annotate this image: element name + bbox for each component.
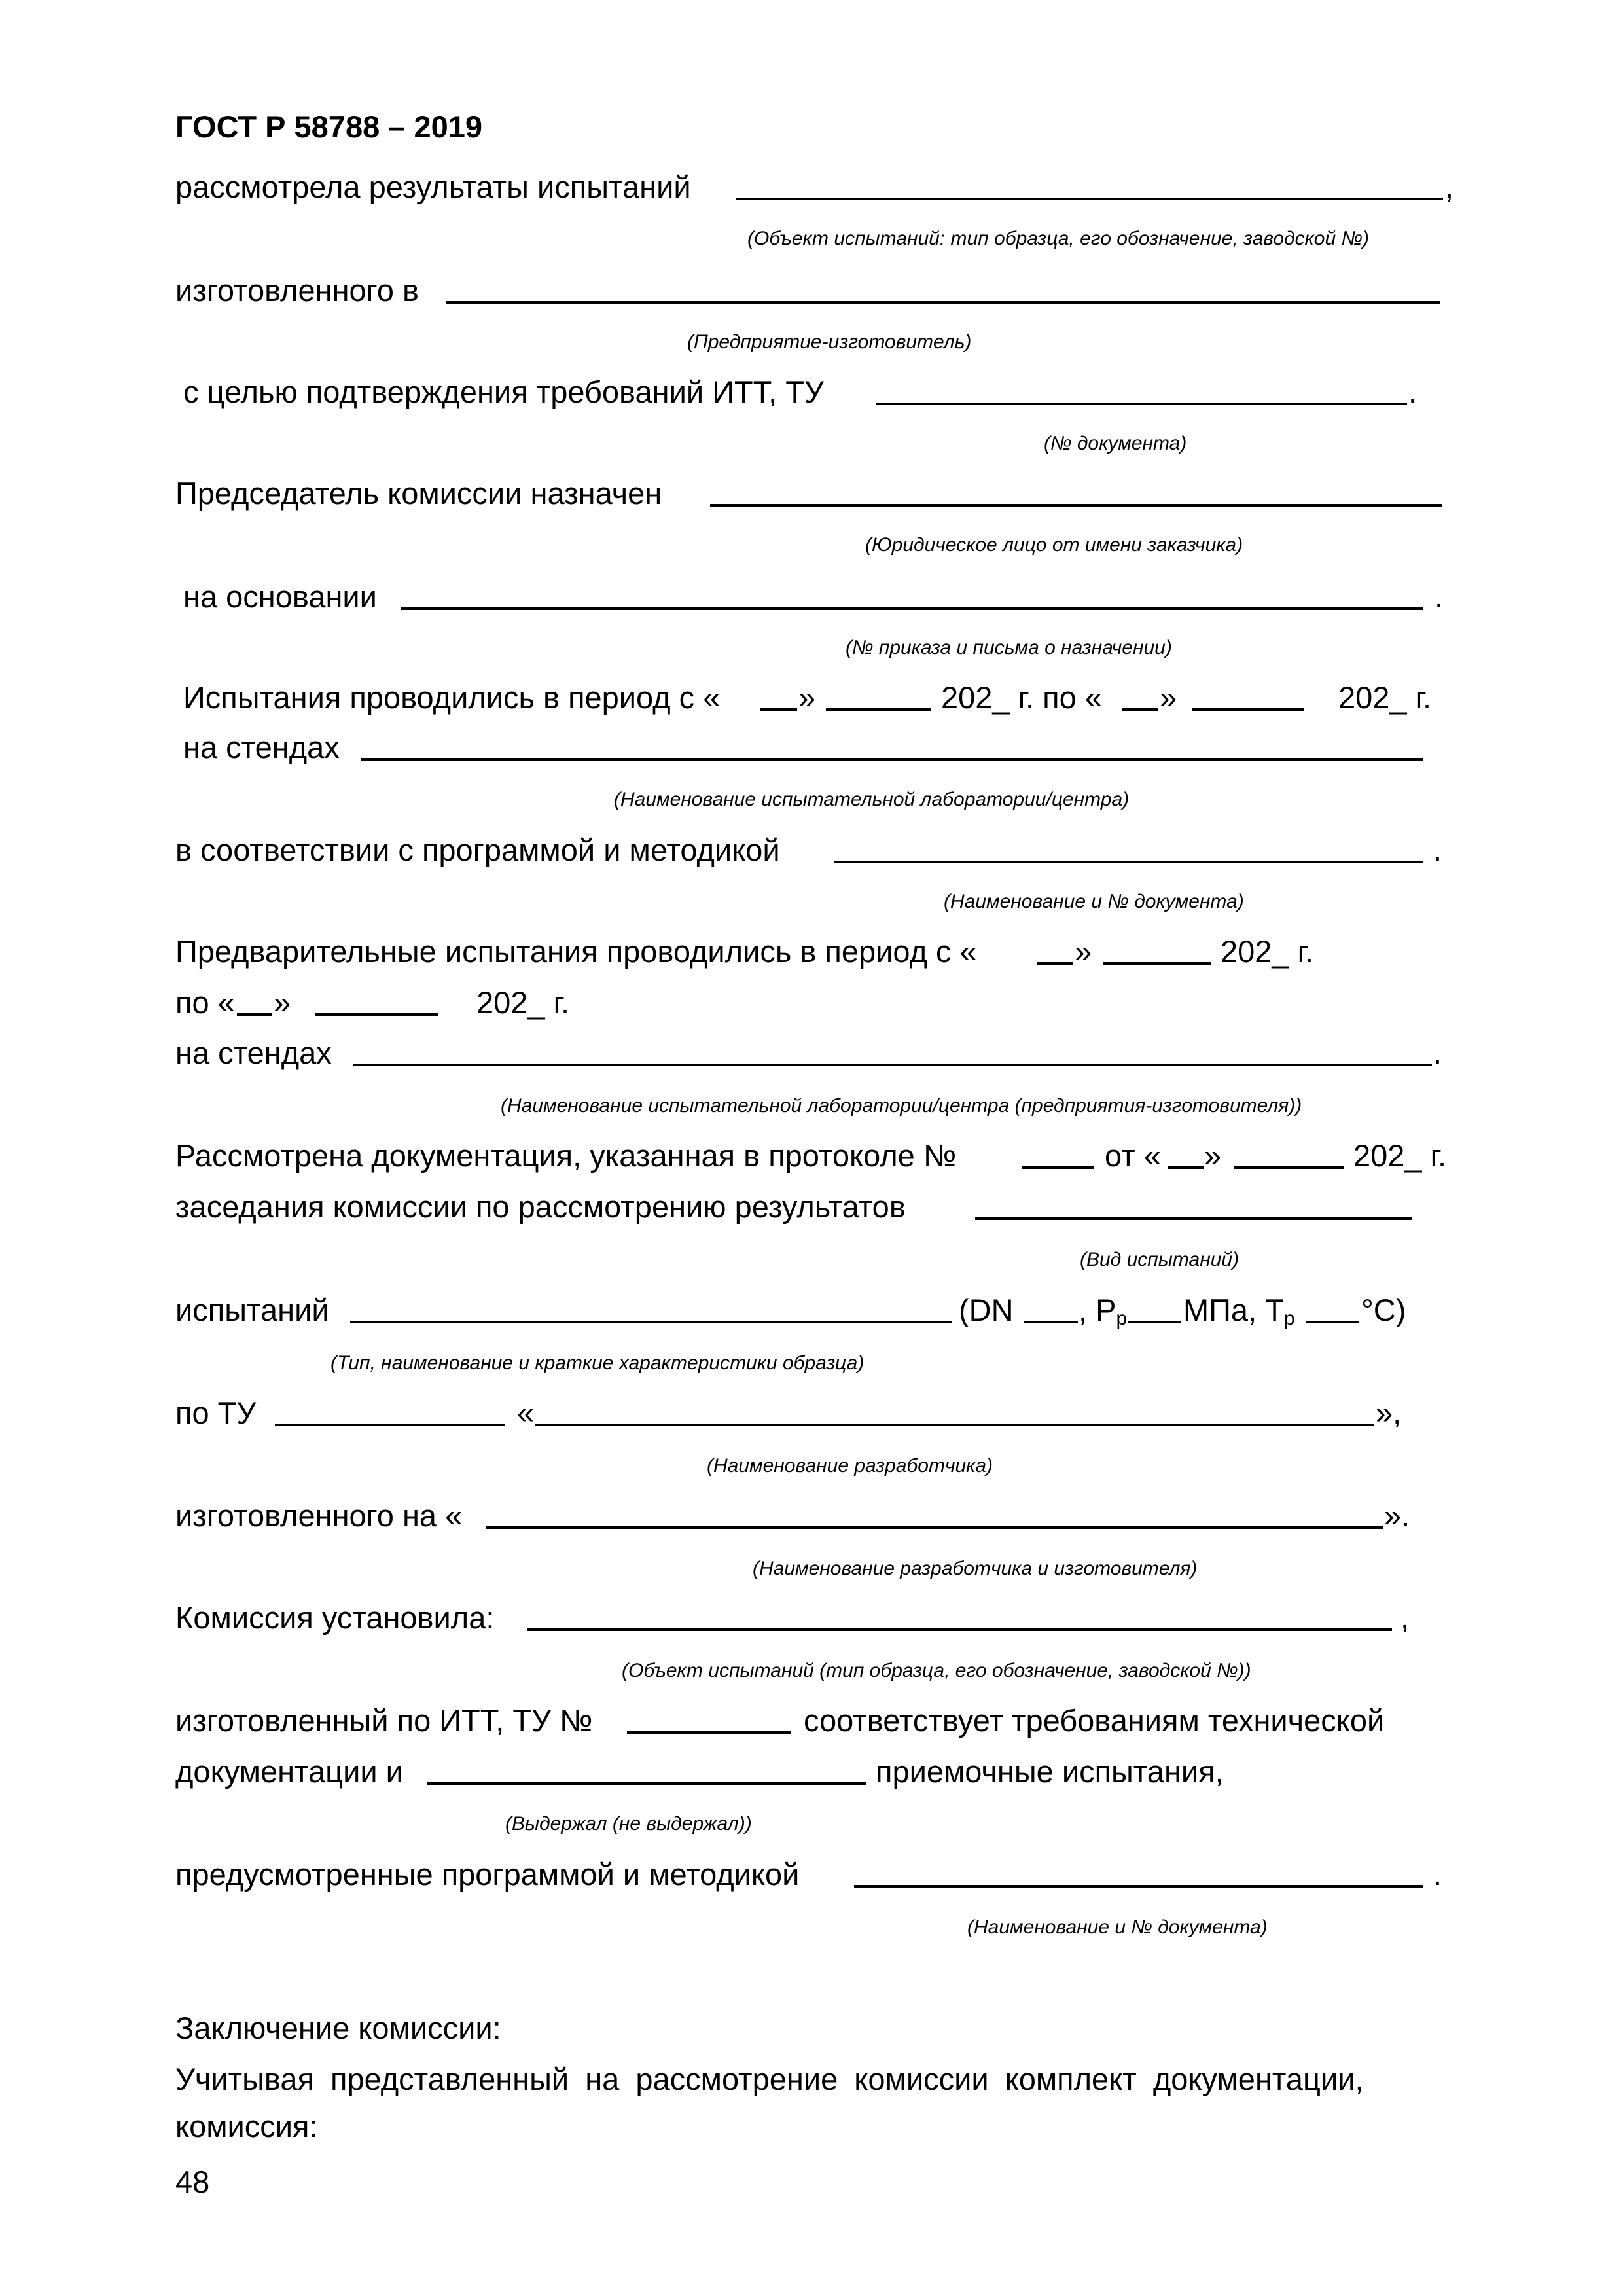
line-tu-quote-close: », [1376, 1395, 1402, 1430]
line-program: в соответствии с программой и методикой [175, 833, 780, 867]
blank-protocol-number[interactable] [1022, 1166, 1094, 1169]
conclusion-heading: Заключение комиссии: [175, 2011, 501, 2045]
line-tests-p [1079, 1295, 1127, 1329]
blank-test-type[interactable] [975, 1217, 1412, 1220]
line-documentation-and: документации и [175, 1754, 403, 1789]
blank-test-end-month[interactable] [1192, 708, 1304, 711]
blank-prelim-end-month[interactable] [315, 1013, 438, 1016]
line-prelim-to-c: 202_ г. [476, 985, 570, 1020]
caption-order: (№ приказа и письма о назначении) [846, 637, 1172, 658]
line-documentation-d: 202_ г. [1353, 1138, 1447, 1173]
blank-tu-document[interactable] [876, 403, 1407, 405]
line-basis: на основании [183, 579, 377, 614]
line-made-at-a: изготовленного на « [175, 1498, 463, 1533]
line-prelim-a: Предварительные испытания проводились в период с « [175, 934, 977, 969]
pressure-label: , P [1079, 1293, 1116, 1327]
line-provided-by-program: предусмотренные программой и методикой [175, 1857, 800, 1892]
blank-tu-number[interactable] [627, 1731, 791, 1734]
line-prelim-to-b: » [274, 985, 291, 1020]
caption-test-object-2: (Объект испытаний (тип образца, его обозначение, заводской №)) [622, 1660, 1251, 1681]
line-test-period-a: Испытания проводились в период с « [183, 680, 721, 715]
line-documentation-a: Рассмотрена документация, указанная в протоколе № [175, 1138, 957, 1173]
line-tu-quote-open: « [517, 1395, 535, 1430]
line-provided-period: . [1433, 1857, 1442, 1892]
blank-prelim-start-month[interactable] [1103, 962, 1211, 965]
caption-manufacturer: (Предприятие-изготовитель) [687, 331, 972, 353]
line-tests-dn: (DN [959, 1293, 1014, 1327]
blank-temperature[interactable] [1306, 1321, 1359, 1323]
caption-laboratory-2: (Наименование испытательной лаборатории/центра (предприятия-изготовителя)) [501, 1095, 1302, 1117]
line-chairman: Председатель комиссии назначен [175, 476, 662, 511]
line-acceptance-tests: приемочные испытания, [876, 1754, 1224, 1789]
line-test-period-e: 202_ г. [1338, 680, 1432, 715]
blank-test-start-month[interactable] [826, 708, 931, 711]
blank-test-start-day[interactable] [760, 708, 797, 711]
line-test-period-b: » [798, 680, 816, 715]
caption-document-2: (Наименование и № документа) [967, 1916, 1268, 1938]
line-test-period-c: 202_ г. по « [941, 680, 1102, 715]
page-number: 48 [175, 2164, 210, 2199]
blank-sample[interactable] [350, 1321, 952, 1323]
blank-passed[interactable] [427, 1782, 866, 1785]
line-prelim-b: » [1075, 934, 1092, 969]
line-documentation-b: от « [1105, 1138, 1161, 1173]
line-documentation-c: » [1204, 1138, 1222, 1173]
blank-chairman[interactable] [710, 504, 1442, 507]
blank-program-2[interactable] [854, 1885, 1423, 1888]
line-stands-2-period: . [1433, 1035, 1442, 1070]
blank-program[interactable] [834, 861, 1423, 863]
caption-legal-entity: (Юридическое лицо от имени заказчика) [865, 534, 1243, 556]
line-results-text: рассмотрела результаты испытаний [175, 170, 691, 204]
blank-order[interactable] [401, 607, 1423, 610]
blank-protocol-month[interactable] [1234, 1166, 1344, 1169]
line-test-period-d: » [1160, 680, 1177, 715]
line-tests-t [1183, 1295, 1295, 1329]
caption-document-number: (№ документа) [1044, 433, 1187, 454]
line-meeting: заседания комиссии по рассмотрению результатов [175, 1189, 906, 1224]
blank-prelim-start-day[interactable] [1037, 962, 1073, 965]
caption-passed: (Выдержал (не выдержал)) [505, 1813, 752, 1835]
line-purpose: с целью подтверждения требований ИТТ, ТУ [183, 374, 824, 409]
caption-developer-manufacturer: (Наименование разработчика и изготовителя) [753, 1558, 1198, 1579]
blank-test-end-day[interactable] [1122, 708, 1158, 711]
line-tests-deg: °C) [1361, 1293, 1406, 1327]
blank-dn[interactable] [1024, 1321, 1078, 1323]
conclusion-commission: комиссия: [175, 2109, 318, 2144]
blank-developer-manufacturer[interactable] [486, 1526, 1383, 1529]
temperature-subscript: р [1283, 1308, 1295, 1329]
caption-laboratory: (Наименование испытательной лаборатории/центра) [614, 789, 1130, 810]
line-purpose-period: . [1408, 374, 1418, 409]
line-made-per-a: изготовленный по ИТТ, ТУ № [175, 1703, 593, 1738]
gost-header: ГОСТ Р 58788 – 2019 [175, 109, 483, 144]
pressure-subscript: р [1116, 1308, 1128, 1329]
blank-pressure[interactable] [1128, 1321, 1181, 1323]
blank-stands[interactable] [361, 758, 1423, 761]
conclusion-text: Учитывая представленный на рассмотрение комиссии комплект документации, [175, 2062, 1364, 2096]
blank-manufacturer[interactable] [446, 301, 1440, 304]
line-prelim-to-a: по « [175, 985, 235, 1020]
blank-protocol-day[interactable] [1168, 1166, 1204, 1169]
blank-test-object-2[interactable] [527, 1628, 1392, 1631]
line-program-period: . [1433, 833, 1442, 867]
caption-test-type: (Вид испытаний) [1080, 1249, 1240, 1270]
line-stands-2: на стендах [175, 1035, 332, 1070]
caption-document: (Наименование и № документа) [944, 891, 1244, 912]
temperature-label: МПа, T [1183, 1293, 1284, 1327]
caption-developer: (Наименование разработчика) [707, 1455, 993, 1477]
line-commission-established: Комиссия установила: [175, 1600, 495, 1635]
caption-test-object: (Объект испытаний: тип образца, его обозначение, заводской №) [747, 228, 1369, 249]
line-tu-a: по ТУ [175, 1395, 257, 1430]
line-commission-comma: , [1400, 1600, 1410, 1635]
line-manufactured-in: изготовленного в [175, 273, 419, 308]
line-made-at-b: ». [1384, 1498, 1410, 1533]
line-results-comma: , [1445, 170, 1454, 204]
blank-prelim-end-day[interactable] [237, 1013, 272, 1016]
line-tests-a: испытаний [175, 1293, 329, 1327]
blank-developer[interactable] [535, 1424, 1374, 1426]
blank-stands-2[interactable] [353, 1064, 1432, 1066]
line-stands: на стендах [183, 730, 340, 764]
line-basis-period: . [1435, 579, 1444, 614]
line-made-per-b: соответствует требованиям технической [804, 1703, 1385, 1738]
blank-tu[interactable] [275, 1424, 505, 1426]
line-prelim-c: 202_ г. [1221, 934, 1314, 969]
blank-test-object[interactable] [736, 198, 1443, 200]
caption-sample: (Тип, наименование и краткие характеристики образца) [330, 1352, 865, 1374]
